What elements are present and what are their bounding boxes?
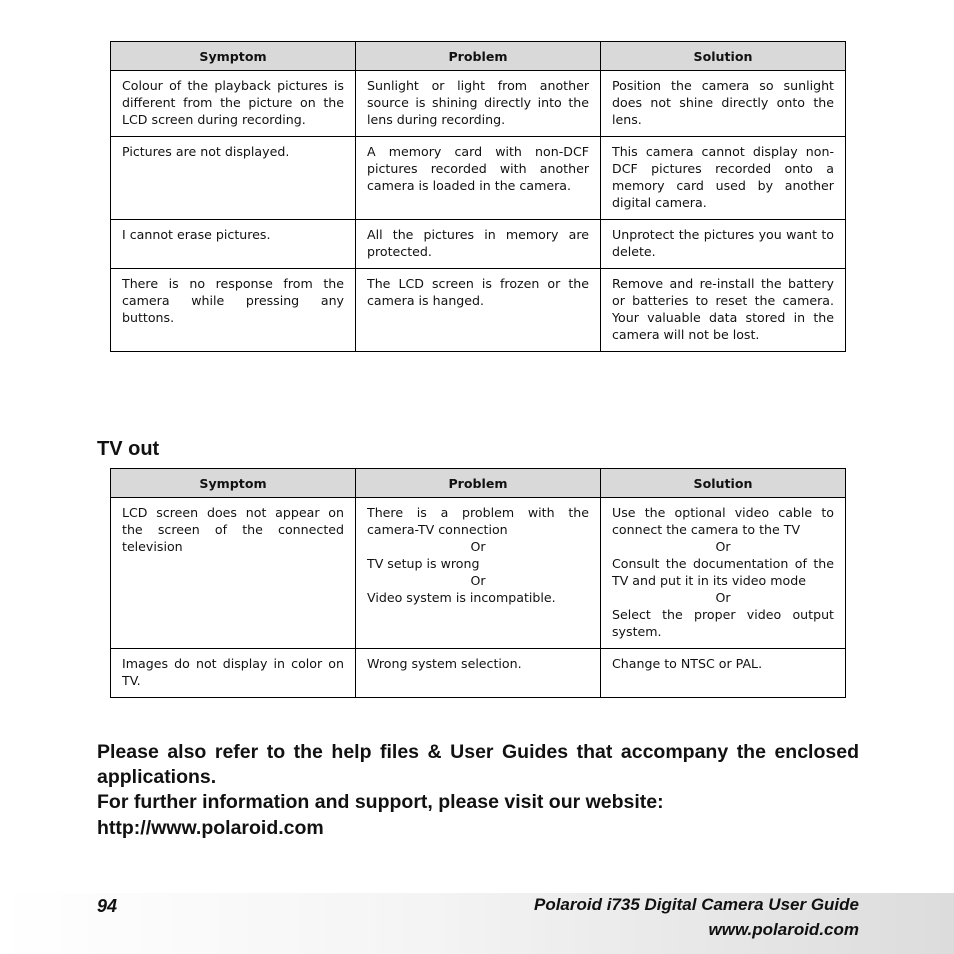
solution-cell: This camera cannot display non-DCF pictures recorded onto a memory card used by another digital camera. bbox=[601, 137, 846, 220]
symptom-cell: I cannot erase pictures. bbox=[111, 220, 356, 269]
table-header-row bbox=[111, 42, 846, 71]
problem-cell: The LCD screen is frozen or the camera is hanged. bbox=[356, 269, 601, 352]
symptom-cell: Colour of the playback pictures is different from the picture on the LCD screen during recording. bbox=[111, 71, 356, 137]
website-link[interactable]: http://www.polaroid.com bbox=[97, 817, 324, 839]
page-number: 94 bbox=[97, 896, 118, 916]
problem-cell: All the pictures in memory are protected. bbox=[356, 220, 601, 269]
guide-title: Polaroid i735 Digital Camera User Guide bbox=[533, 895, 859, 914]
or-separator: Or bbox=[470, 573, 486, 588]
solution-header: Solution bbox=[601, 469, 846, 498]
support-note: For further information and support, please visit our website: bbox=[97, 791, 664, 813]
solution-line: Consult the documentation of the TV and put it in its video mode bbox=[612, 556, 834, 588]
or-separator: Or bbox=[715, 590, 731, 605]
solution-cell bbox=[601, 498, 846, 649]
footer-url[interactable]: www.polaroid.com bbox=[708, 920, 859, 939]
table-row bbox=[111, 269, 846, 352]
problem-line: TV setup is wrong bbox=[367, 556, 480, 571]
problem-cell: Wrong system selection. bbox=[356, 649, 601, 698]
section-heading: TV out bbox=[97, 438, 160, 460]
or-separator: Or bbox=[470, 539, 486, 554]
solution-cell: Change to NTSC or PAL. bbox=[601, 649, 846, 698]
symptom-header: Symptom bbox=[111, 42, 356, 71]
solution-cell: Position the camera so sunlight does not shine directly onto the lens. bbox=[601, 71, 846, 137]
symptom-cell: There is no response from the camera while pressing any buttons. bbox=[111, 269, 356, 352]
table-row bbox=[111, 137, 846, 220]
table-row bbox=[111, 220, 846, 269]
problem-header: Problem bbox=[356, 42, 601, 71]
problem-cell: Sunlight or light from another source is shining directly into the lens during recording. bbox=[356, 71, 601, 137]
symptom-header: Symptom bbox=[111, 469, 356, 498]
problem-cell: A memory card with non-DCF pictures recorded with another camera is loaded in the camera. bbox=[356, 137, 601, 220]
symptom-cell: LCD screen does not appear on the screen of the connected television bbox=[111, 498, 356, 649]
solution-line: Select the proper video output system. bbox=[612, 607, 834, 639]
or-separator: Or bbox=[715, 539, 731, 554]
table-header-row bbox=[111, 469, 846, 498]
symptom-cell: Images do not display in color on TV. bbox=[111, 649, 356, 698]
problem-line: Video system is incompatible. bbox=[367, 590, 556, 605]
solution-cell: Unprotect the pictures you want to delete. bbox=[601, 220, 846, 269]
problem-line: There is a problem with the camera-TV connection bbox=[367, 505, 589, 537]
solution-line: Use the optional video cable to connect the camera to the TV bbox=[612, 505, 834, 537]
table-row bbox=[111, 71, 846, 137]
symptom-cell: Pictures are not displayed. bbox=[111, 137, 356, 220]
problem-cell bbox=[356, 498, 601, 649]
table-row bbox=[111, 498, 846, 649]
help-files-note: Please also refer to the help files & User Guides that accompany the enclosed applications. bbox=[97, 741, 859, 788]
solution-cell: Remove and re-install the battery or batteries to reset the camera. Your valuable data stored in the camera will not be lost. bbox=[601, 269, 846, 352]
solution-header: Solution bbox=[601, 42, 846, 71]
tv-out-table bbox=[110, 468, 846, 698]
problem-header: Problem bbox=[356, 469, 601, 498]
troubleshooting-table bbox=[110, 41, 846, 352]
table-row bbox=[111, 649, 846, 698]
